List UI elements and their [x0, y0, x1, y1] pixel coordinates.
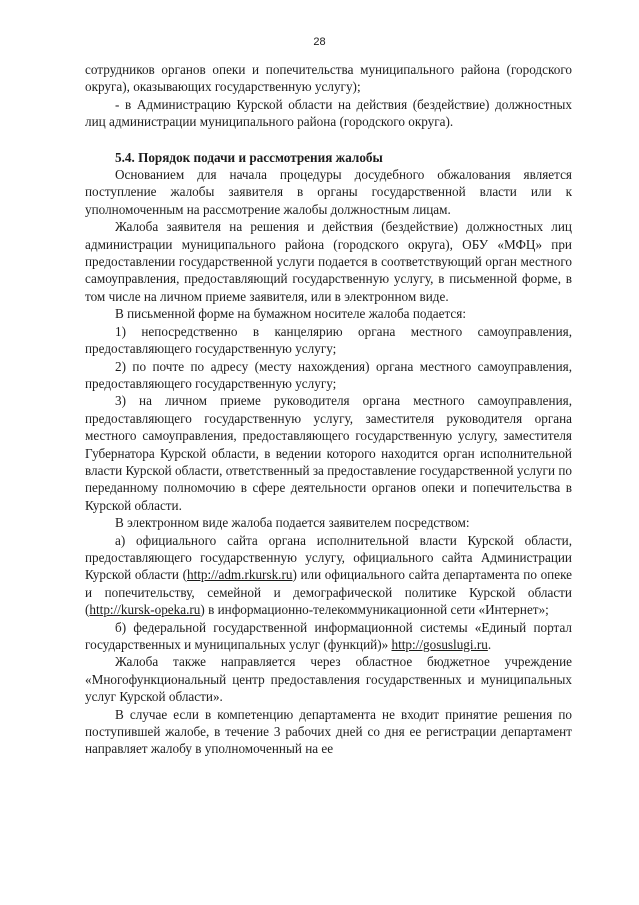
- document-body: [85, 61, 572, 758]
- gosuslugi-link[interactable]: http://gosuslugi.ru: [391, 637, 488, 652]
- adm-rkursk-link[interactable]: http://adm.rkursk.ru: [186, 567, 293, 583]
- paragraph: Основанием для начала процедуры досудебного обжалования является поступление жалобы заявителя в органы государственной власти или к уполномоченным на рассмотрение жалобы должностным лицам.: [85, 167, 572, 217]
- paragraph: В случае если в компетенцию департамента не входит принятие решения по поступившей жалобе, в течение 3 рабочих дней со дня ее регистрации департамент направляет жалобу в уполномоченный на ее: [85, 706, 572, 757]
- list-item-b: [85, 619, 572, 654]
- paragraph: Жалоба также направляется через областное бюджетное учреждение «Многофункциональный центр предоставления государственных и муниципальных услуг Курской области».: [85, 654, 572, 705]
- page-number: 28: [313, 36, 326, 48]
- paragraph: Жалоба заявителя на решения и действия (бездействие) должностных лиц администрации муниципального района (городского округа), ОБУ «МФЦ» при предоставлении государственной услуги подается в соответствующий орган местного самоуправления, предоставляющий государственную услугу, в письменной форме, в том числе на личном приеме заявителя, или в электронном виде.: [85, 219, 572, 304]
- list-item: 3) на личном приеме руководителя органа местного самоуправления, предоставляющего государственную услугу, заместителя руководителя органа местного самоуправления, предоставляющего государственную услугу, заместителя Губернатора Курской области, в ведении которого находится орган исполнительной власти Курской области, ответственный за предоставление государственной услуги по переданному полномочию в сфере деятельности органов опеки и попечительства в Курской области.: [85, 393, 572, 513]
- item-b-text: б) федеральной государственной информационной системы «Единый портал государственных и муниципальных услуг (функций)»: [85, 619, 572, 652]
- paragraph: - в Администрацию Курской области на действия (бездействие) должностных лиц администрации муниципального района (городского округа).: [85, 96, 572, 130]
- list-item: 2) по почте по адресу (месту нахождения) органа местного самоуправления, предоставляющего государственную услугу;: [85, 358, 572, 391]
- kursk-opeka-link[interactable]: http://kursk-opeka.ru: [89, 602, 201, 618]
- item-a-text: ) в информационно-телекоммуникационной сети «Интернет»;: [200, 602, 549, 618]
- section-heading: 5.4. Порядок подачи и рассмотрения жалобы: [115, 149, 383, 165]
- item-b-text: .: [487, 637, 492, 652]
- paragraph: В письменной форме на бумажном носителе жалоба подается:: [115, 306, 467, 322]
- item-a-text: ) или официального сайта департамента по опеке и попечительству, семейной и демографической политике Курской области (: [85, 567, 572, 618]
- item-a-text: а) официального сайта органа исполнительной власти Курской области, предоставляющего государственную услугу, официального сайта Администрации Курской области (: [85, 532, 572, 583]
- paragraph: сотрудников органов опеки и попечительства муниципального района (городского округа), оказывающих государственную услугу);: [85, 62, 572, 95]
- list-item: 1) непосредственно в канцелярию органа местного самоуправления, предоставляющего государственную услугу;: [85, 323, 572, 357]
- list-item-a: [85, 532, 572, 619]
- paragraph: В электронном виде жалоба подается заявителем посредством:: [115, 515, 470, 531]
